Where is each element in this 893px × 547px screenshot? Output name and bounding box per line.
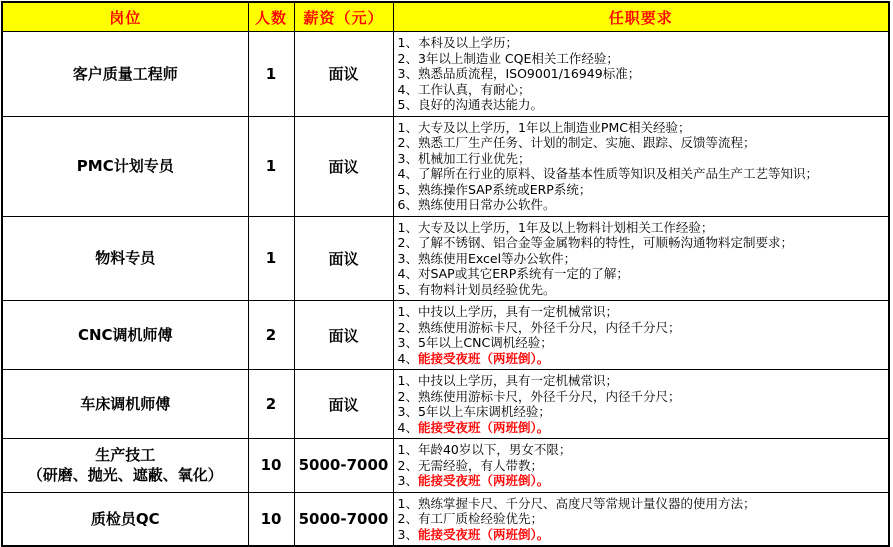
salary-cell: 面议 [294,216,393,301]
requirement-number: 2、 [397,388,418,404]
requirement-line [398,389,887,405]
salary-cell: 面议 [294,301,393,370]
requirement-line [398,511,887,527]
position-cell [2,492,248,546]
requirement-number: 1、 [397,442,418,457]
requirement-text: 本科及以上学历； [417,35,518,50]
requirement-line [398,282,887,298]
requirement-text: 无需经验，有人带教； [417,457,543,473]
requirement-number: 1、 [397,35,418,50]
requirement-line [398,97,887,113]
job-row [2,216,889,301]
position-cell [2,32,248,117]
position-line: PMC计划专员 [76,157,174,175]
requirement-number: 2、 [397,235,418,250]
column-header-requirements: 任职要求 [393,2,889,32]
requirement-line [398,51,887,67]
salary-cell: 面议 [294,32,393,117]
requirement-line [398,473,887,489]
requirement-number: 5、 [397,97,418,112]
job-row [2,301,889,370]
requirement-text: 大专及以上学历，1年及以上物料计划相关工作经验； [417,219,714,235]
position-cell [2,301,248,370]
requirements-cell [393,439,889,493]
requirement-number: 1、 [397,119,418,135]
requirement-line [398,235,887,251]
highlighted-requirement-text: 能接受夜班（两班倒）。 [417,350,550,366]
salary-cell: 5000-7000 [294,439,393,493]
requirement-line [398,66,887,82]
column-header-position: 岗位 [2,2,248,32]
position-line: 生产技工 [95,446,156,465]
requirement-text: 对SAP或其它ERP系统有一定的了解； [417,266,629,281]
job-row [2,116,889,216]
position-cell [2,216,248,301]
requirement-text: 工作认真，有耐心； [417,81,531,97]
position-cell [2,370,248,439]
requirement-line [398,197,887,213]
requirements-cell [393,216,889,301]
requirement-number: 5、 [397,181,418,197]
requirement-text: 了解所在行业的原料、设备基本性质等知识及相关产品生产工艺等知识； [417,166,818,181]
job-row [2,439,889,493]
requirement-text: 熟练操作SAP系统或ERP系统； [417,181,592,197]
requirement-number: 1、 [397,373,418,388]
headcount-cell: 1 [248,116,294,216]
requirement-line [398,135,887,151]
highlighted-requirement-text: 能接受夜班（两班倒）。 [417,419,550,435]
requirement-text: 5年以上车床调机经验； [417,404,551,419]
position-cell [2,116,248,216]
position-line: CNC调机师傅 [77,326,173,344]
requirement-number: 4、 [397,350,418,366]
requirement-text: 机械加工行业优先； [417,150,531,166]
requirement-number: 3、 [397,473,418,488]
requirement-number: 3、 [397,404,418,419]
requirement-number: 6、 [397,197,418,212]
requirement-line [398,35,887,51]
requirement-number: 3、 [397,150,418,166]
highlighted-requirement-text: 能接受夜班（两班倒）。 [417,526,550,542]
highlighted-requirement-text: 能接受夜班（两班倒）。 [417,473,550,488]
requirement-text: 有工厂质检经验优先； [417,511,543,526]
requirement-line [398,320,887,336]
job-row [2,32,889,117]
position-line: 客户质量工程师 [72,64,178,83]
requirement-number: 3、 [397,335,418,350]
requirement-line [398,351,887,367]
header-row [2,2,889,32]
requirement-number: 1、 [397,304,418,319]
salary-cell: 面议 [294,370,393,439]
requirement-number: 4、 [397,419,418,435]
requirement-line [398,458,887,474]
requirement-text: 3年以上制造业 CQE相关工作经验； [417,50,619,66]
salary-cell: 5000-7000 [294,492,393,546]
headcount-cell: 10 [248,492,294,546]
requirement-number: 2、 [397,511,418,526]
requirement-text: 熟悉品质流程，ISO9001/16949标准； [417,66,641,81]
requirement-number: 4、 [397,166,418,181]
requirement-line [398,182,887,198]
requirement-line [398,266,887,282]
requirement-number: 1、 [397,495,418,511]
table-body [2,32,889,547]
requirement-number: 5、 [397,281,418,297]
requirement-number: 2、 [397,319,418,335]
requirement-line [398,404,887,420]
requirement-text: 大专及以上学历，1年以上制造业PMC相关经验； [417,119,691,135]
headcount-cell: 1 [248,32,294,117]
headcount-cell: 1 [248,216,294,301]
requirements-cell [393,301,889,370]
requirement-line [398,120,887,136]
requirement-text: 有物料计划员经验优先。 [417,281,556,297]
headcount-cell: 2 [248,370,294,439]
requirements-cell [393,32,889,117]
position-line: 物料专员 [95,249,156,268]
requirements-cell [393,116,889,216]
column-header-salary: 薪资（元） [294,2,393,32]
job-row [2,370,889,439]
requirement-text: 中技以上学历，具有一定机械常识； [417,304,618,319]
requirements-cell [393,492,889,546]
position-line: （研磨、抛光、遮蔽、氧化） [27,466,223,485]
requirement-number: 3、 [397,66,418,81]
requirement-line [398,420,887,436]
requirement-text: 熟练使用游标卡尺，外径千分尺，内径千分尺； [417,319,681,335]
job-row [2,492,889,546]
position-line: 车床调机师傅 [80,395,171,413]
requirement-text: 熟练使用游标卡尺，外径千分尺，内径千分尺； [417,388,681,404]
requirement-number: 2、 [397,457,418,473]
requirement-line [398,82,887,98]
requirement-line [398,442,887,458]
requirement-text: 5年以上CNC调机经验； [417,335,553,350]
requirement-line [398,373,887,389]
requirement-text: 熟练使用日常办公软件。 [417,197,556,212]
requirement-number: 4、 [397,81,418,97]
requirement-text: 熟悉工厂生产任务、计划的制定、实施、跟踪、反馈等流程； [417,135,756,150]
requirement-line [398,335,887,351]
requirement-number: 4、 [397,266,418,281]
headcount-cell: 10 [248,439,294,493]
requirement-text: 了解不锈钢、铝合金等金属物料的特性，可顺畅沟通物料定制要求； [417,235,793,250]
requirement-line [398,527,887,543]
position-cell [2,439,248,493]
requirement-text: 中技以上学历，具有一定机械常识； [417,373,618,388]
position-line: 质检员QC [90,509,160,528]
requirement-line [398,151,887,167]
salary-cell: 面议 [294,116,393,216]
requirement-line [398,496,887,512]
requirements-cell [393,370,889,439]
requirement-number: 3、 [397,526,418,542]
requirement-line [398,220,887,236]
requirement-number: 1、 [397,219,418,235]
requirement-number: 2、 [397,50,418,66]
job-positions-table [1,1,890,547]
requirement-line [398,304,887,320]
requirement-text: 良好的沟通表达能力。 [417,97,543,112]
requirement-text: 年龄40岁以下，男女不限； [417,442,572,457]
requirement-text: 熟练使用Excel等办公软件； [417,250,577,266]
headcount-cell: 2 [248,301,294,370]
requirement-number: 2、 [397,135,418,150]
requirement-line [398,166,887,182]
requirement-line [398,251,887,267]
requirement-text: 熟练掌握卡尺、千分尺、高度尺等常规计量仪器的使用方法； [417,495,756,511]
column-header-headcount: 人数 [248,2,294,32]
requirement-number: 3、 [397,250,418,266]
